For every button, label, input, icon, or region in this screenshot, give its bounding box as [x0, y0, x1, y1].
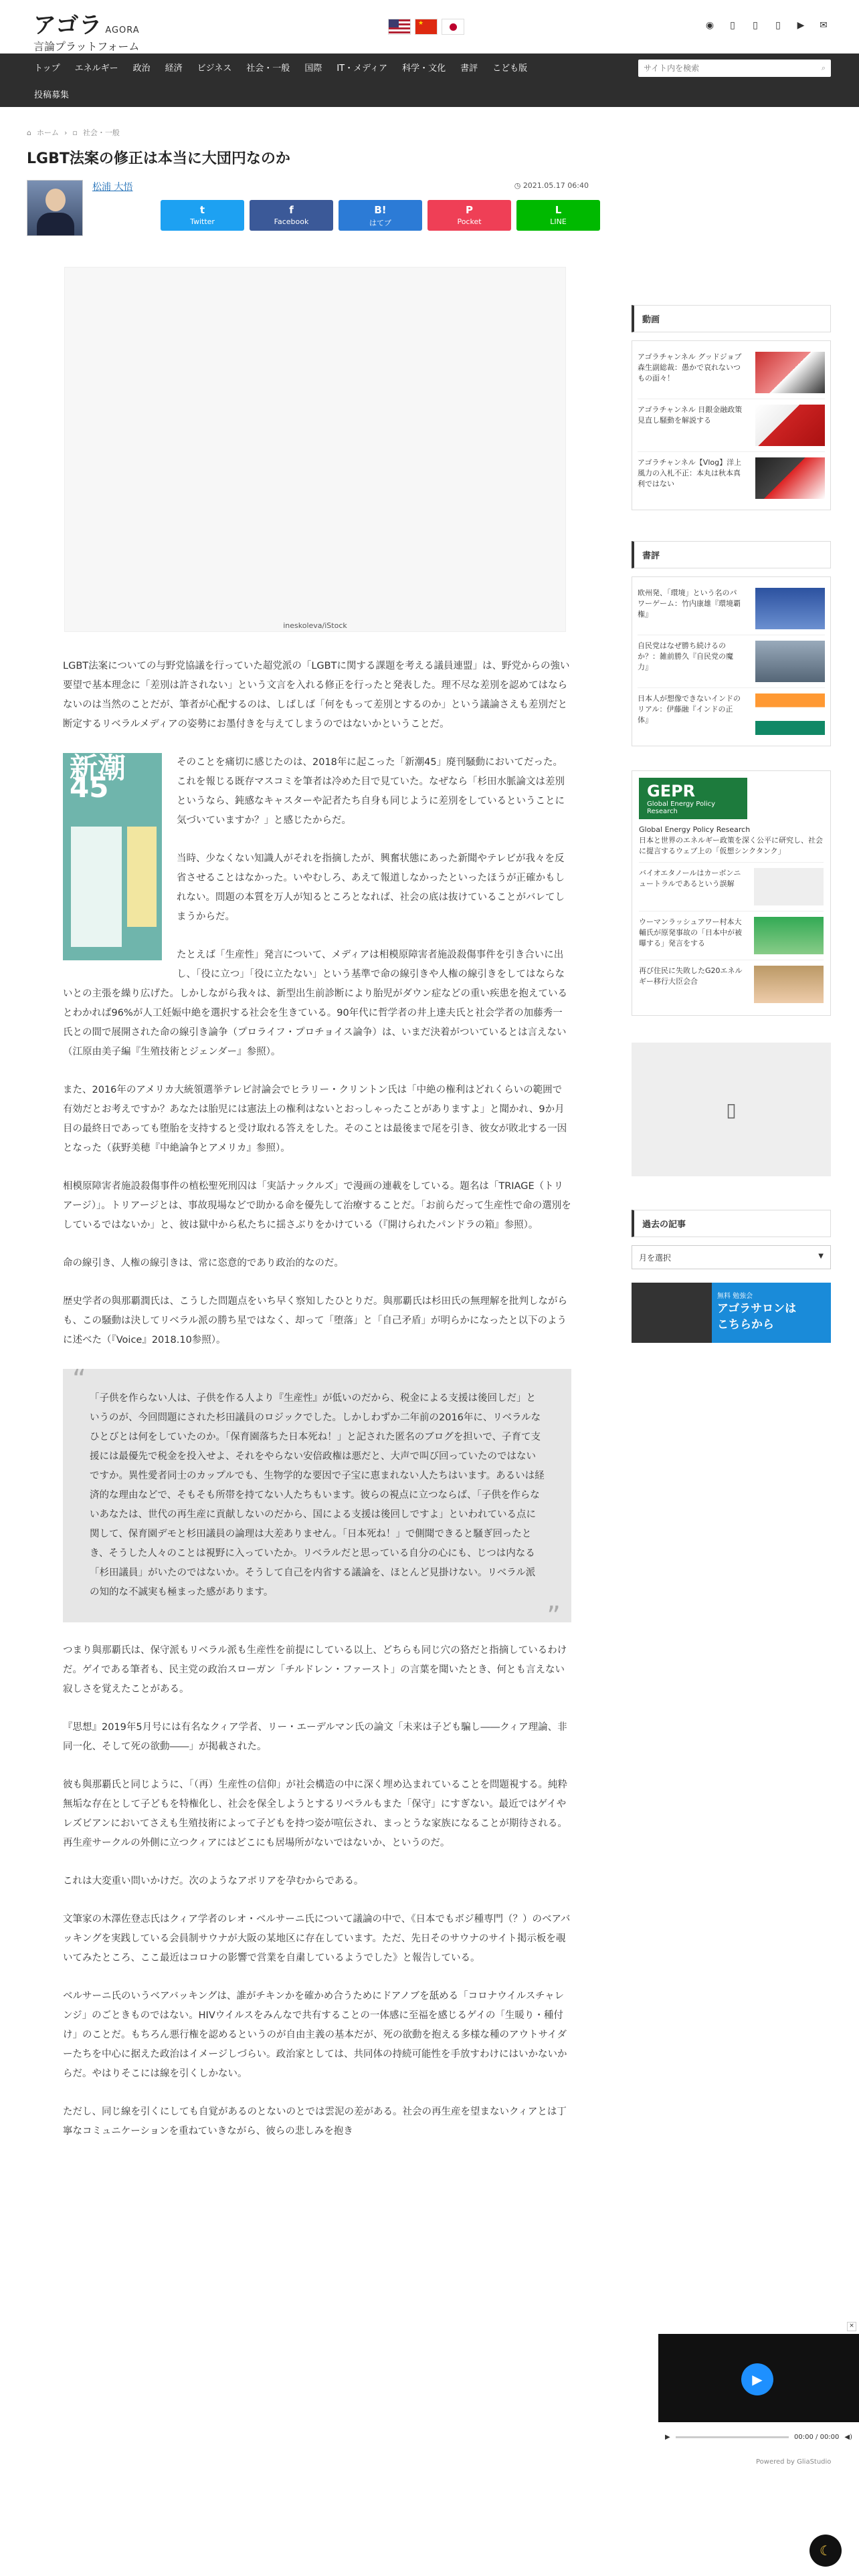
nav-item-business[interactable]: ビジネス — [197, 63, 232, 74]
book-item[interactable] — [638, 582, 825, 635]
social-links — [704, 20, 829, 31]
site-header — [0, 0, 859, 53]
gepr-item-title: 再び住民に失敗したG20エネルギー移行大臣会合 — [639, 966, 743, 986]
paragraph: これは大変重い問いかけだ。次のようなアポリアを孕むからである。 — [63, 1876, 364, 1887]
paragraph: 歴史学者の與那覇潤氏は、こうした問題点をいち早く察知したひとりだ。與那覇氏は杉田氏の無理解を批判しながらも、この騒動は決してリベラル派の勝ち星ではなく、却って「堕落」と「自己矛盾」が明らかになったと以下のように述べた（『Voice』2018.10参照）。 — [63, 1296, 567, 1346]
book-widget-title: 書評 — [632, 541, 831, 568]
floating-video-player — [658, 2323, 859, 2452]
book-item[interactable] — [638, 688, 825, 740]
agora-salon-banner[interactable] — [632, 1283, 831, 1343]
salon-text-line1: アゴラサロンは — [717, 1302, 797, 1315]
paragraph: 命の線引き、人権の線引きは、常に恣意的であり政治的なのだ。 — [63, 1258, 344, 1269]
publish-date — [514, 181, 589, 190]
video-list — [632, 340, 831, 510]
nav-item-society[interactable]: 社会・一般 — [246, 63, 290, 74]
logo-tagline: 言論プラットフォーム — [33, 40, 140, 53]
twitter-icon: t — [199, 204, 205, 216]
book-thumbnail — [755, 693, 825, 735]
ad-placeholder — [632, 1043, 831, 1176]
clock-icon: ◷ — [514, 181, 523, 190]
jp-flag-icon[interactable] — [442, 19, 464, 35]
breadcrumb-home[interactable]: ホーム — [36, 128, 59, 137]
gepr-item-title: ウーマンラッシュアワー村本大輔氏が原発事故の「日本中が被曝する」発言をする — [639, 918, 742, 948]
language-flags — [388, 19, 464, 35]
close-quote-icon: ” — [547, 1601, 561, 1632]
share-line-button[interactable] — [516, 200, 600, 231]
video-widget-title: 動画 — [632, 305, 831, 332]
article-main — [27, 127, 602, 2160]
facebook-icon: f — [289, 204, 294, 216]
author-name[interactable]: 松浦 大悟 — [92, 182, 133, 193]
us-flag-icon[interactable] — [388, 19, 411, 35]
video-title: アゴラチャンネル【Vlog】洋上風力の入札不正：本丸は秋本真利ではない — [638, 458, 742, 488]
book-title: 欧州発、「環境」という名のパワーゲーム：竹内康雄『環境覇権』 — [638, 588, 741, 619]
share-label: Pocket — [457, 217, 482, 226]
paragraph: ベルサーニ氏のいうベアバッキングは、誰がチキンかを確かめ合うためにドアノブを舐める「コロナウイルスチャレンジ」のごときものではない。HIVウイルスをみんなで共有することの一体感に至福を感じるゲイの「生暖り・種付け」のことだ。もちろん悪行権を認めるというのが自由主義の基本だが、死の欲動を抱える多様な種のアウトサイダーたちを中心に据えた政治はイメージしづらい。政治家としては、共同体の持続可能性を手放すわけにはいかないからだ。やはりそこには線を引くしかない。 — [63, 1991, 567, 2079]
archive-month-select[interactable] — [632, 1245, 831, 1269]
logo-main: アゴラ — [33, 12, 103, 39]
paragraph: 当時、少なくない知識人がそれを指摘したが、興奮状態にあった新聞やテレビが我々を反省させることはなかった。いやむしろ、あえて報道しなかったといったほうが正確かもしれない。問題の本質を万人が知るところとなれば、社会の底は抜けていることがバレてしまうからだ。 — [177, 853, 565, 922]
video-title: アゴラチャンネル 日銀金融政策見直し騒動を解説する — [638, 405, 743, 425]
magazine-cover-image — [63, 753, 162, 960]
paragraph: たとえば「生産性」発言について、メディアは相模原障害者施設殺傷事件を引き合いに出し、「役に立つ」「役に立たない」という基準で命の線引きや人権の線引きをしてはならないとの主張を繰り広げた。しかしながら我々は、新型出生前診断により胎児がダウン症などの重い疾患を抱えているとわかれば96%が人工妊娠中絶を選択する社会を生きている。90年代に哲学者の井上達夫氏と社会学者の加藤秀一氏との間で展開された命の線引き論争（プロライフ・プロチョイス論争）は、いまだ決着がついているとは言えない（江原由美子編『生殖技術とジェンダー』参照）。 — [63, 950, 567, 1057]
document-icon: ▯ — [726, 1098, 737, 1121]
share-facebook-button[interactable] — [250, 200, 333, 231]
video-thumbnail — [755, 352, 825, 393]
home-icon: ⌂ — [27, 128, 31, 137]
salon-text-line2: こちらから — [717, 1318, 774, 1331]
player-time: 00:00 / 00:00 — [794, 2433, 840, 2441]
quote-text: 「子供を作らない人は、子供を作る人より『生産性』が低いのだから、税金による支援は後回しだ」というのが、今回問題にされた杉田議員のロジックでした。しかしわずか二年前の2016年に、リベラルなひとびとは何をしていたのか。「保育園落ちた日本死ね！」と記された匿名のブログを担いで、子育て支援には最優先で税金を投入せよ、それをやらない安倍政権は悪だと、大声で叫び回っていたのではないですか。異性愛者同士のカップルでも、生物学的な要因で子宝に恵まれない人たちはいます。あるいは経済的な理由などで、そもそも所帯を持てない人たちもいます。彼らの視点に立つならば、「子供を作らないあなたは、世代の再生産に貢献しないのだから、国による支援は後回しですよ」といわれている点に関して、保育園デモと杉田議員の論理は大差ありません。「日本死ね！」で側聞できると騒ぎ回ったとき、そうした人々のことは視野に入っていたか。リベラルだと思っている自分の心にも、じつは内なる「杉田議員」がいたのではないか。そうして自己を内省する議論を、ほとんど見掛けない。リベラル派の知的な不誠実も極まった感があります。 — [90, 1393, 545, 1598]
nav-item-economy[interactable]: 経済 — [165, 63, 183, 74]
nav-item-science[interactable]: 科学・文化 — [402, 63, 446, 74]
gepr-item[interactable] — [639, 960, 824, 1008]
paragraph: 『思想』2019年5月号には有名なクィア学者、リー・エーデルマン氏の論文「未来は子ども騙し――クィア理論、非同一化、そして死の欲動――」が掲載された。 — [63, 1722, 567, 1752]
rss-icon[interactable]: ◉ — [705, 20, 714, 31]
nav-item-international[interactable]: 国際 — [304, 63, 322, 74]
author-row — [27, 180, 602, 240]
gepr-thumbnail — [754, 966, 824, 1003]
progress-slider[interactable] — [676, 2436, 789, 2438]
paragraph: LGBT法案についての与野党協議を行っていた超党派の「LGBTに関する課題を考える議員連盟」は、野党からの強い要望で基本理念に「差別は許されない」という文言を入れる修正を行ったと発表した。理不尽な差別を認めてはならないのは当然のことだが、筆者が心配するのは、しばしば「何をもって差別とするのか」という議論さえも差別だと断定するリベラルメディアの姿勢にお墨付きを与えてしまうのではないかということだ。 — [63, 661, 570, 730]
date-text: 2021.05.17 06:40 — [522, 181, 589, 190]
share-label: Facebook — [274, 217, 309, 226]
close-icon[interactable]: × — [847, 2322, 856, 2331]
breadcrumb-category[interactable]: 社会・一般 — [82, 128, 120, 137]
volume-icon[interactable]: ◀) — [844, 2433, 852, 2441]
archive-widget — [632, 1210, 831, 1269]
article-body — [63, 657, 571, 2141]
instagram-icon[interactable]: ▯ — [775, 20, 781, 31]
main-nav — [0, 53, 859, 107]
share-buttons — [161, 200, 600, 231]
folder-icon: ▫ — [72, 128, 78, 137]
share-twitter-button[interactable] — [161, 200, 244, 231]
nav-item-book-review[interactable]: 書評 — [460, 63, 478, 74]
gepr-thumbnail — [754, 868, 824, 905]
video-title: アゴラチャンネル グッドジョブ森生副総裁：愚かで哀れないつもの面々！ — [638, 352, 742, 383]
gepr-name: Global Energy Policy Research — [639, 825, 751, 834]
facebook-icon[interactable]: ▯ — [753, 20, 758, 31]
paragraph: ただし、同じ線を引くにしても自覚があるのとないのとでは雲泥の差がある。社会の再生産を望まないクィアとは丁寧なコミュニケーションを重ねていきながら、彼らの悲しみを抱き — [63, 2107, 567, 2137]
gepr-widget — [632, 770, 831, 1016]
book-thumbnail — [755, 641, 825, 682]
image-caption: ineskoleva/iStock — [283, 621, 347, 630]
hatena-icon: B! — [374, 204, 387, 216]
paragraph: 相模原障害者施設殺傷事件の植松聖死刑囚は「実話ナックルズ」で漫画の連載をしている。題名は「TRIAGE（トリアージ）」。トリアージとは、事故現場などで助かる命を優先して治療することだ。「お前らだって生産性で命の選別をしているではないか」と、彼は獄中から私たちに揺さぶりをかけている（『開けられたパンドラの箱』参照）。 — [63, 1181, 571, 1230]
gepr-item-title: バイオエタノールはカーボンニュートラルであるという誤解 — [639, 869, 741, 888]
video-item[interactable] — [638, 399, 825, 452]
player-controls — [658, 2422, 859, 2452]
nav-item-politics[interactable]: 政治 — [132, 63, 151, 74]
book-thumbnail — [755, 588, 825, 629]
nav-item-top[interactable]: トップ — [34, 63, 60, 74]
search-input[interactable] — [644, 64, 822, 73]
sidebar — [632, 305, 831, 1343]
gepr-item[interactable] — [639, 911, 824, 960]
magazine-title: 新潮45 — [70, 753, 126, 804]
cn-flag-icon[interactable] — [415, 19, 438, 35]
book-title: 日本人が想像できないインドのリアル：伊藤融『インドの正体』 — [638, 694, 741, 724]
search-icon[interactable]: ⌕ — [821, 64, 826, 72]
twitter-icon[interactable]: ▯ — [730, 20, 735, 31]
nav-item-kids[interactable]: こども版 — [492, 63, 528, 74]
pocket-icon: P — [466, 204, 473, 216]
nav-item-it-media[interactable]: IT・メディア — [337, 63, 388, 74]
magazine-cover-art — [71, 827, 122, 947]
open-quote-icon: “ — [72, 1364, 86, 1395]
logo-sub: AGORA — [105, 25, 140, 35]
book-title: 自民党はなぜ勝ち続けるのか？：雑前勝久『自民党の魔力』 — [638, 641, 733, 671]
video-thumbnail — [755, 405, 825, 446]
line-icon: L — [555, 204, 562, 216]
book-list — [632, 576, 831, 746]
mail-icon[interactable]: ✉ — [820, 20, 828, 31]
blockquote — [63, 1364, 571, 1632]
gepr-item[interactable] — [639, 862, 824, 911]
share-label: LINE — [550, 217, 567, 226]
author-avatar[interactable] — [27, 180, 83, 236]
breadcrumb — [27, 127, 602, 138]
salon-banner-photo — [632, 1283, 712, 1343]
gepr-thumbnail — [754, 917, 824, 954]
paragraph: そのことを痛切に感じたのは、2018年に起こった「新潮45」廃刊騒動においてだった。これを報じる既存マスコミを筆者は冷めた目で見ていた。なぜなら「杉田水脈論文は差別というなら、鈍感なキャスターや記者たち自身も同じように差別をしているということに気づいていますか？」と感じたからだ。 — [177, 757, 565, 826]
paragraph: また、2016年のアメリカ大統領選挙テレビ討論会でヒラリー・クリントン氏は「中絶の権利はどれくらいの範囲で有効だとお考えですか？あなたは胎児には憲法上の権利はないとおっしゃったことがありますよ」と聞かれ、9か月目の最終日であっても堕胎を支持すると受け取れる答えをした。そのことは最後まで尾を引き、彼女が敗北する一因となった（荻野美穂『中絶論争とアメリカ』参照）。 — [63, 1085, 567, 1154]
share-label: はてブ — [369, 219, 391, 227]
share-hatena-button[interactable] — [339, 200, 422, 231]
archive-select-value: 月を選択 — [639, 1253, 672, 1263]
nav-item-energy[interactable]: エネルギー — [74, 63, 118, 74]
article-title: LGBT法案の修正は本当に大団円なのか — [27, 150, 290, 167]
magazine-cover-band — [127, 827, 157, 927]
chevron-down-icon: ▼ — [818, 1253, 824, 1260]
gepr-logo[interactable] — [639, 778, 747, 819]
chevron-right-icon: › — [64, 128, 68, 137]
play-small-icon[interactable]: ▶ — [665, 2433, 670, 2441]
video-thumbnail — [755, 457, 825, 499]
nav-item-submissions[interactable]: 投稿募集 — [34, 90, 70, 100]
gepr-logo-text: GEPR — [647, 782, 696, 800]
book-item[interactable] — [638, 635, 825, 688]
salon-small-text: 無料 勉強会 — [717, 1293, 753, 1300]
paragraph: つまり與那覇氏は、保守派もリベラル派も生産性を前提にしている以上、どちらも同じ穴の狢だと指摘しているわけだ。ゲイである筆者も、民主党の政治スローガン「チルドレン・ファースト」の言葉を聞いたとき、何とも言えない寂しさを覚えたことがある。 — [63, 1645, 567, 1695]
site-logo[interactable] — [33, 7, 140, 53]
gepr-logo-sub: Global Energy Policy Research — [647, 800, 716, 815]
youtube-icon[interactable]: ▶ — [797, 20, 805, 31]
dark-mode-icon[interactable]: ☾ — [809, 2535, 842, 2567]
search-box — [638, 60, 831, 77]
share-pocket-button[interactable] — [427, 200, 511, 231]
paragraph: 彼も與那覇氏と同じように、「（再）生産性の信仰」が社会構造の中に深く埋め込まれていることを問題視する。純粋無垢な存在として子どもを特権化し、社会を保全しようとするリベラルもまた「保守」にすぎない。最近ではゲイやレズビアンにおいてさえも生殖技術によって子どもを持つ姿が喧伝され、まっとうな家族になることが期待される。再生産サークルの外側に立つクィアにはどこにも居場所がないではないか、というのだ。 — [63, 1780, 567, 1848]
video-item[interactable] — [638, 346, 825, 399]
play-icon[interactable]: ▶ — [741, 2363, 773, 2395]
featured-image — [64, 267, 566, 632]
powered-by: Powered by GliaStudio — [756, 2458, 832, 2466]
paragraph: 文筆家の木澤佐登志氏はクィア学者のレオ・ベルサーニ氏について議論の中で、《日本でもボジ種専門（？）のベアバッキングを実践している会員制サウナが大阪の某地区に存在しています。ただ、先日そのサウナのサイト掲示板を覗いてみたところ、ここ最近はコロナの影響で営業を自粛しているようでした》と報告している。 — [63, 1914, 571, 1963]
video-item[interactable] — [638, 452, 825, 504]
share-label: Twitter — [190, 217, 215, 226]
archive-title: 過去の記事 — [632, 1210, 831, 1237]
gepr-description: 日本と世界のエネルギー政策を深く公平に研究し、社会に提言するウェブ上の「仮想シンクタンク」 — [639, 836, 823, 855]
